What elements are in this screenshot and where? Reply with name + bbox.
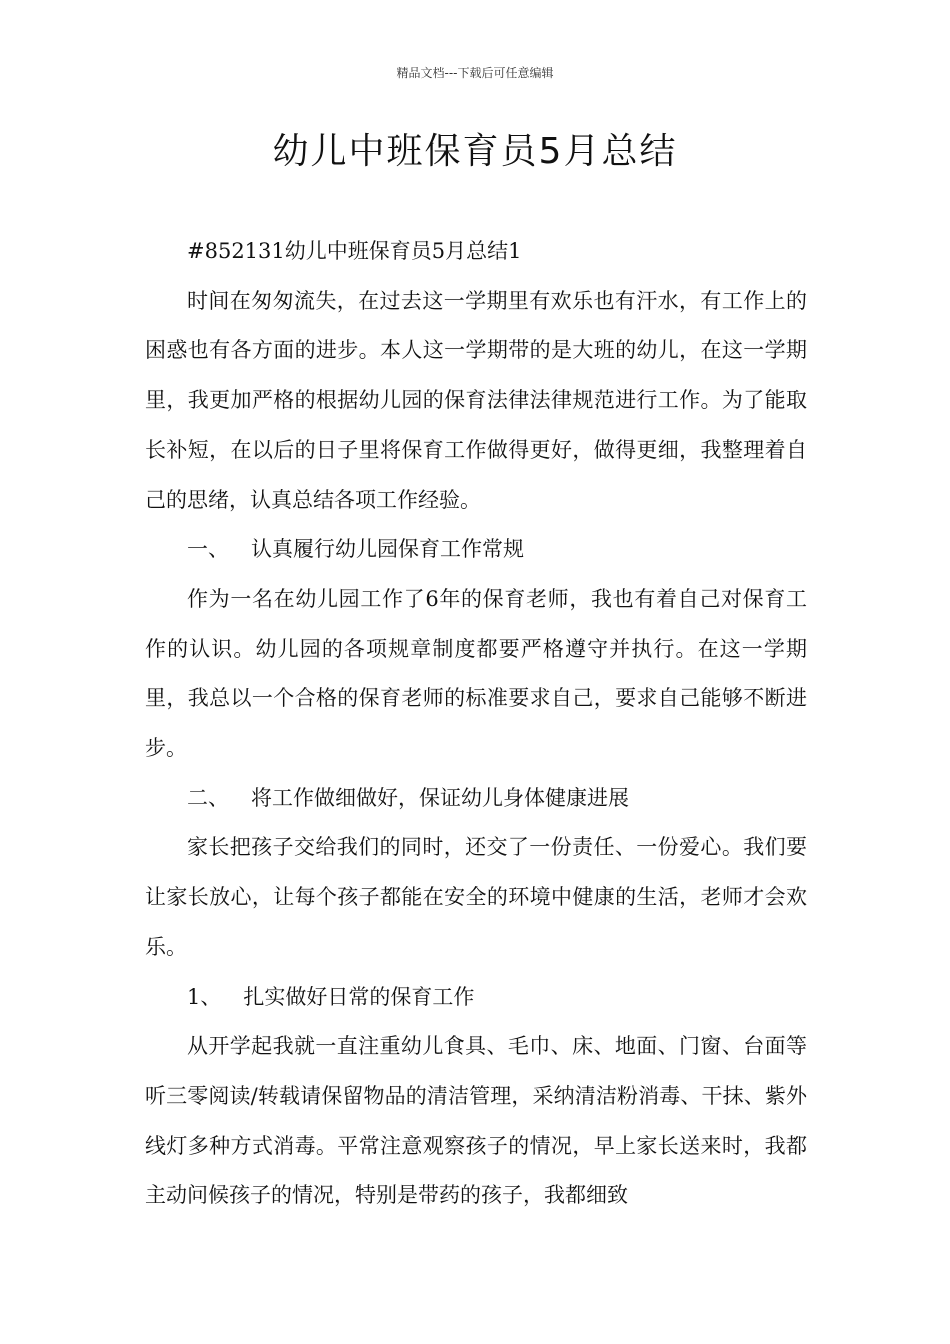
subtitle-line: #852131幼儿中班保育员5月总结1 [187, 239, 522, 263]
section-heading-1 [145, 525, 807, 575]
header-note: 精品文档---下载后可任意编辑 [396, 66, 554, 80]
paragraph-3: 家长把孩子交给我们的同时，还交了一份责任、一份爱心。我们要让家长放心，让每个孩子都能在安全的环境中健康的生活，老师才会欢乐。 [145, 835, 807, 959]
section-heading-3 [145, 973, 807, 1023]
paragraph-4: 从开学起我就一直注重幼儿食具、毛巾、床、地面、门窗、台面等听三零阅读/转载请保留物品的清洁管理，采纳清洁粉消毒、干抹、紫外线灯多种方式消毒。平常注意观察孩子的情况，早上家长送来时，我都主动问候孩子的情况，特别是带药的孩子，我都细致 [145, 1034, 807, 1208]
document-title: 幼儿中班保育员5月总结 [272, 131, 678, 172]
section-number: 1、 [187, 984, 222, 1009]
section-title: 扎实做好日常的保育工作 [243, 984, 475, 1009]
paragraph-2: 作为一名在幼儿园工作了6年的保育老师，我也有着自己对保育工作的认识。幼儿园的各项规章制度都要严格遵守并执行。在这一学期里，我总以一个合格的保育老师的标准要求自己，要求自己能够不断进步。 [145, 586, 807, 761]
paragraph-1: 时间在匆匆流失，在过去这一学期里有欢乐也有汗水，有工作上的困惑也有各方面的进步。本人这一学期带的是大班的幼儿，在这一学期里，我更加严格的根据幼儿园的保育法律法律规范进行工作。为了能取长补短，在以后的日子里将保育工作做得更好，做得更细，我整理着自己的思绪，认真总结各项工作经验。 [145, 288, 807, 512]
section-title: 将工作做细做好，保证幼儿身体健康进展 [251, 785, 629, 810]
section-number: 二、 [187, 785, 229, 810]
document-body [145, 227, 807, 1221]
section-number: 一、 [187, 537, 229, 562]
section-heading-2 [145, 774, 807, 824]
section-title: 认真履行幼儿园保育工作常规 [251, 537, 524, 562]
